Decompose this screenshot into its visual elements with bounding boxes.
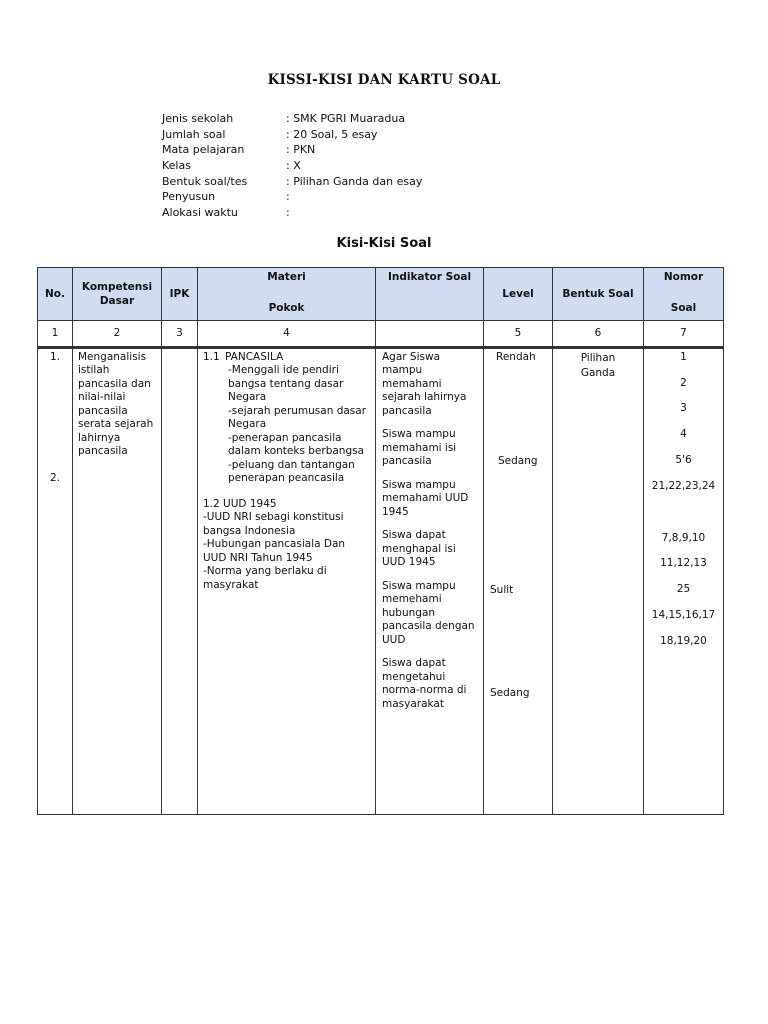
nomor-value: 21,22,23,24	[651, 479, 716, 492]
nomor-value: 14,15,16,17	[651, 608, 716, 621]
nomor-value: 2	[680, 376, 687, 389]
bentuk-line: Ganda	[580, 366, 616, 379]
kisi-kisi-table	[37, 267, 724, 815]
header-nomor-line1: Nomor	[663, 271, 704, 283]
header-ipk: IPK	[162, 268, 198, 321]
materi-item: -Hubungan pancasiala Dan UUD NRI Tahun 1945	[203, 538, 346, 564]
document-meta	[162, 111, 422, 221]
level-value: Sulit	[490, 583, 514, 596]
cell-materi-pokok	[198, 348, 376, 815]
nomor-value: 7,8,9,10	[661, 531, 706, 544]
header-nomor-soal	[644, 268, 724, 321]
materi-item: -Menggali ide pendiri bangsa tentang dasar Negara	[228, 364, 344, 403]
header-materi-line1: Materi	[267, 271, 306, 283]
materi-item: -UUD NRI sebagi konstitusi bangsa Indonesia	[203, 511, 344, 537]
meta-row-alokasi-waktu	[162, 205, 422, 221]
header-no: No.	[38, 268, 73, 321]
column-number: 1	[38, 321, 73, 347]
materi-item: -sejarah perumusan dasar Negara	[228, 404, 367, 430]
materi-item: -peluang dan tantangan penerapan peancasila	[228, 458, 355, 484]
indikator-item: Siswa dapat menghapal isi UUD 1945	[382, 529, 456, 568]
indikator-item: Siswa dapat mengetahui norma-norma di masyarakat	[382, 657, 467, 710]
header-kompetensi-dasar	[73, 268, 162, 321]
column-number: 3	[162, 321, 198, 347]
meta-row-penyusun	[162, 189, 422, 205]
meta-value: : X	[286, 159, 301, 173]
level-value: Sedang	[490, 686, 530, 699]
header-materi-pokok	[198, 268, 376, 321]
level-value: Sedang	[498, 454, 538, 467]
column-number: 2	[73, 321, 162, 347]
column-number-row	[38, 321, 724, 347]
column-number: 4	[198, 321, 376, 347]
header-bentuk-soal: Bentuk Soal	[553, 268, 644, 321]
indikator-item: Siswa mampu memahami UUD 1945	[382, 478, 469, 518]
meta-label: Kelas	[162, 159, 191, 173]
meta-label: Jenis sekolah	[162, 112, 234, 125]
materi-item: -Norma yang berlaku di masyrakat	[203, 565, 327, 591]
header-level: Level	[484, 268, 553, 321]
section-title: Kisi-Kisi Soal	[336, 236, 432, 251]
cell-no	[38, 348, 73, 815]
meta-row-jumlah-soal	[162, 127, 422, 143]
indikator-item: Agar Siswa mampu memahami sejarah lahirnya pancasila	[382, 350, 467, 417]
cell-ipk	[162, 348, 198, 815]
materi-section-2	[203, 498, 371, 593]
materi-item: -penerapan pancasila dalam konteks berbangsa	[228, 431, 365, 457]
header-materi-line2: Pokok	[268, 302, 305, 314]
header-kd-line1: Kompetensi	[81, 281, 153, 293]
indikator-item: Siswa mampu memehami hubungan pancasila dengan UUD	[382, 579, 475, 646]
level-value: Rendah	[496, 350, 536, 363]
header-indikator-soal: Indikator Soal	[376, 268, 484, 321]
header-nomor-line2: Soal	[670, 302, 697, 314]
meta-label: Jumlah soal	[162, 127, 226, 141]
nomor-value: 11,12,13	[660, 556, 707, 569]
bentuk-line: Pilihan	[580, 351, 616, 364]
meta-label: Penyusun	[162, 190, 216, 204]
row-number: 2.	[50, 472, 61, 484]
meta-row-bentuk-soal	[162, 174, 422, 190]
header-kd-line2: Dasar	[99, 295, 135, 307]
meta-value: : SMK PGRI Muaradua	[286, 112, 406, 125]
nomor-value: 4	[680, 427, 687, 440]
materi-section-1	[203, 351, 371, 486]
column-number	[376, 321, 484, 347]
meta-value: : 20 Soal, 5 esay	[286, 127, 378, 141]
materi-title: PANCASILA	[225, 350, 284, 363]
nomor-value: 18,19,20	[660, 634, 707, 647]
document-title: KISSI-KISI DAN KARTU SOAL	[267, 72, 501, 88]
nomor-value: 1	[680, 350, 687, 363]
meta-value: :	[286, 206, 290, 220]
cell-level	[484, 348, 553, 815]
meta-label: Bentuk soal/tes	[162, 174, 248, 188]
cell-kompetensi-dasar	[73, 348, 162, 815]
indikator-item: Siswa mampu memahami isi pancasila	[382, 428, 457, 467]
table-row	[38, 348, 724, 815]
meta-row-kelas	[162, 158, 422, 174]
meta-label: Mata pelajaran	[162, 143, 245, 157]
kompetensi-text: Menganalisis istilah pancasila dan nilai-nilai pancasila serata sejarah lahirnya pancasila	[78, 350, 154, 457]
meta-value: : Pilihan Ganda dan esay	[286, 174, 423, 188]
meta-value: :	[286, 190, 290, 204]
cell-bentuk-soal	[553, 348, 644, 815]
meta-label: Alokasi waktu	[162, 206, 238, 220]
meta-value: : PKN	[286, 143, 316, 157]
cell-nomor-soal	[644, 348, 724, 815]
row-number: 1.	[50, 350, 61, 363]
column-number: 5	[484, 321, 553, 347]
column-number: 7	[644, 321, 724, 347]
nomor-value: 5'6	[675, 453, 692, 466]
meta-row-mata-pelajaran	[162, 142, 422, 158]
materi-section-title: 1.2 UUD 1945	[203, 497, 277, 510]
header-row	[38, 268, 724, 321]
nomor-value: 3	[680, 401, 687, 414]
cell-indikator-soal	[376, 348, 484, 815]
materi-number: 1.1	[203, 350, 220, 363]
meta-row-jenis-sekolah	[162, 111, 422, 127]
column-number: 6	[553, 321, 644, 347]
nomor-value: 25	[676, 582, 691, 595]
